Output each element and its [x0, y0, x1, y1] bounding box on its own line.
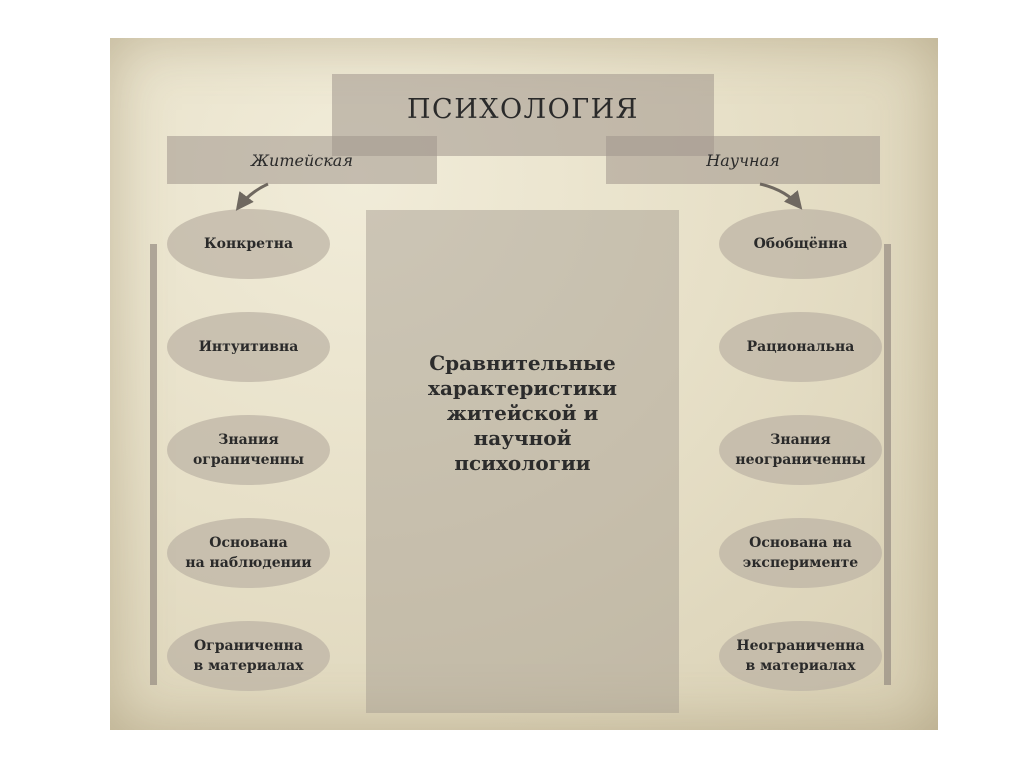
left-item-1: Конкретна: [167, 209, 330, 279]
right-item-4: Основана на эксперименте: [719, 518, 882, 588]
right-item-5: Неограниченна в материалах: [719, 621, 882, 691]
right-rail: [884, 244, 891, 685]
right-branch-box: [606, 136, 880, 184]
left-item-4: Основана на наблюдении: [167, 518, 330, 588]
right-item-3: Знания неограниченны: [719, 415, 882, 485]
left-branch-label: Житейская: [251, 150, 353, 170]
left-branch-box: [167, 136, 437, 184]
center-text: Сравнительные характеристики житейской и научной психологии: [428, 351, 617, 475]
left-item-3: Знания ограниченны: [167, 415, 330, 485]
right-branch-label: Научная: [706, 150, 780, 170]
right-item-2: Рациональна: [719, 312, 882, 382]
left-item-2: Интуитивна: [167, 312, 330, 382]
right-item-1: Обобщённа: [719, 209, 882, 279]
diagram-title: ПСИХОЛОГИЯ: [406, 93, 639, 125]
left-rail: [150, 244, 157, 685]
center-box: [366, 210, 679, 713]
left-item-5: Ограниченна в материалах: [167, 621, 330, 691]
